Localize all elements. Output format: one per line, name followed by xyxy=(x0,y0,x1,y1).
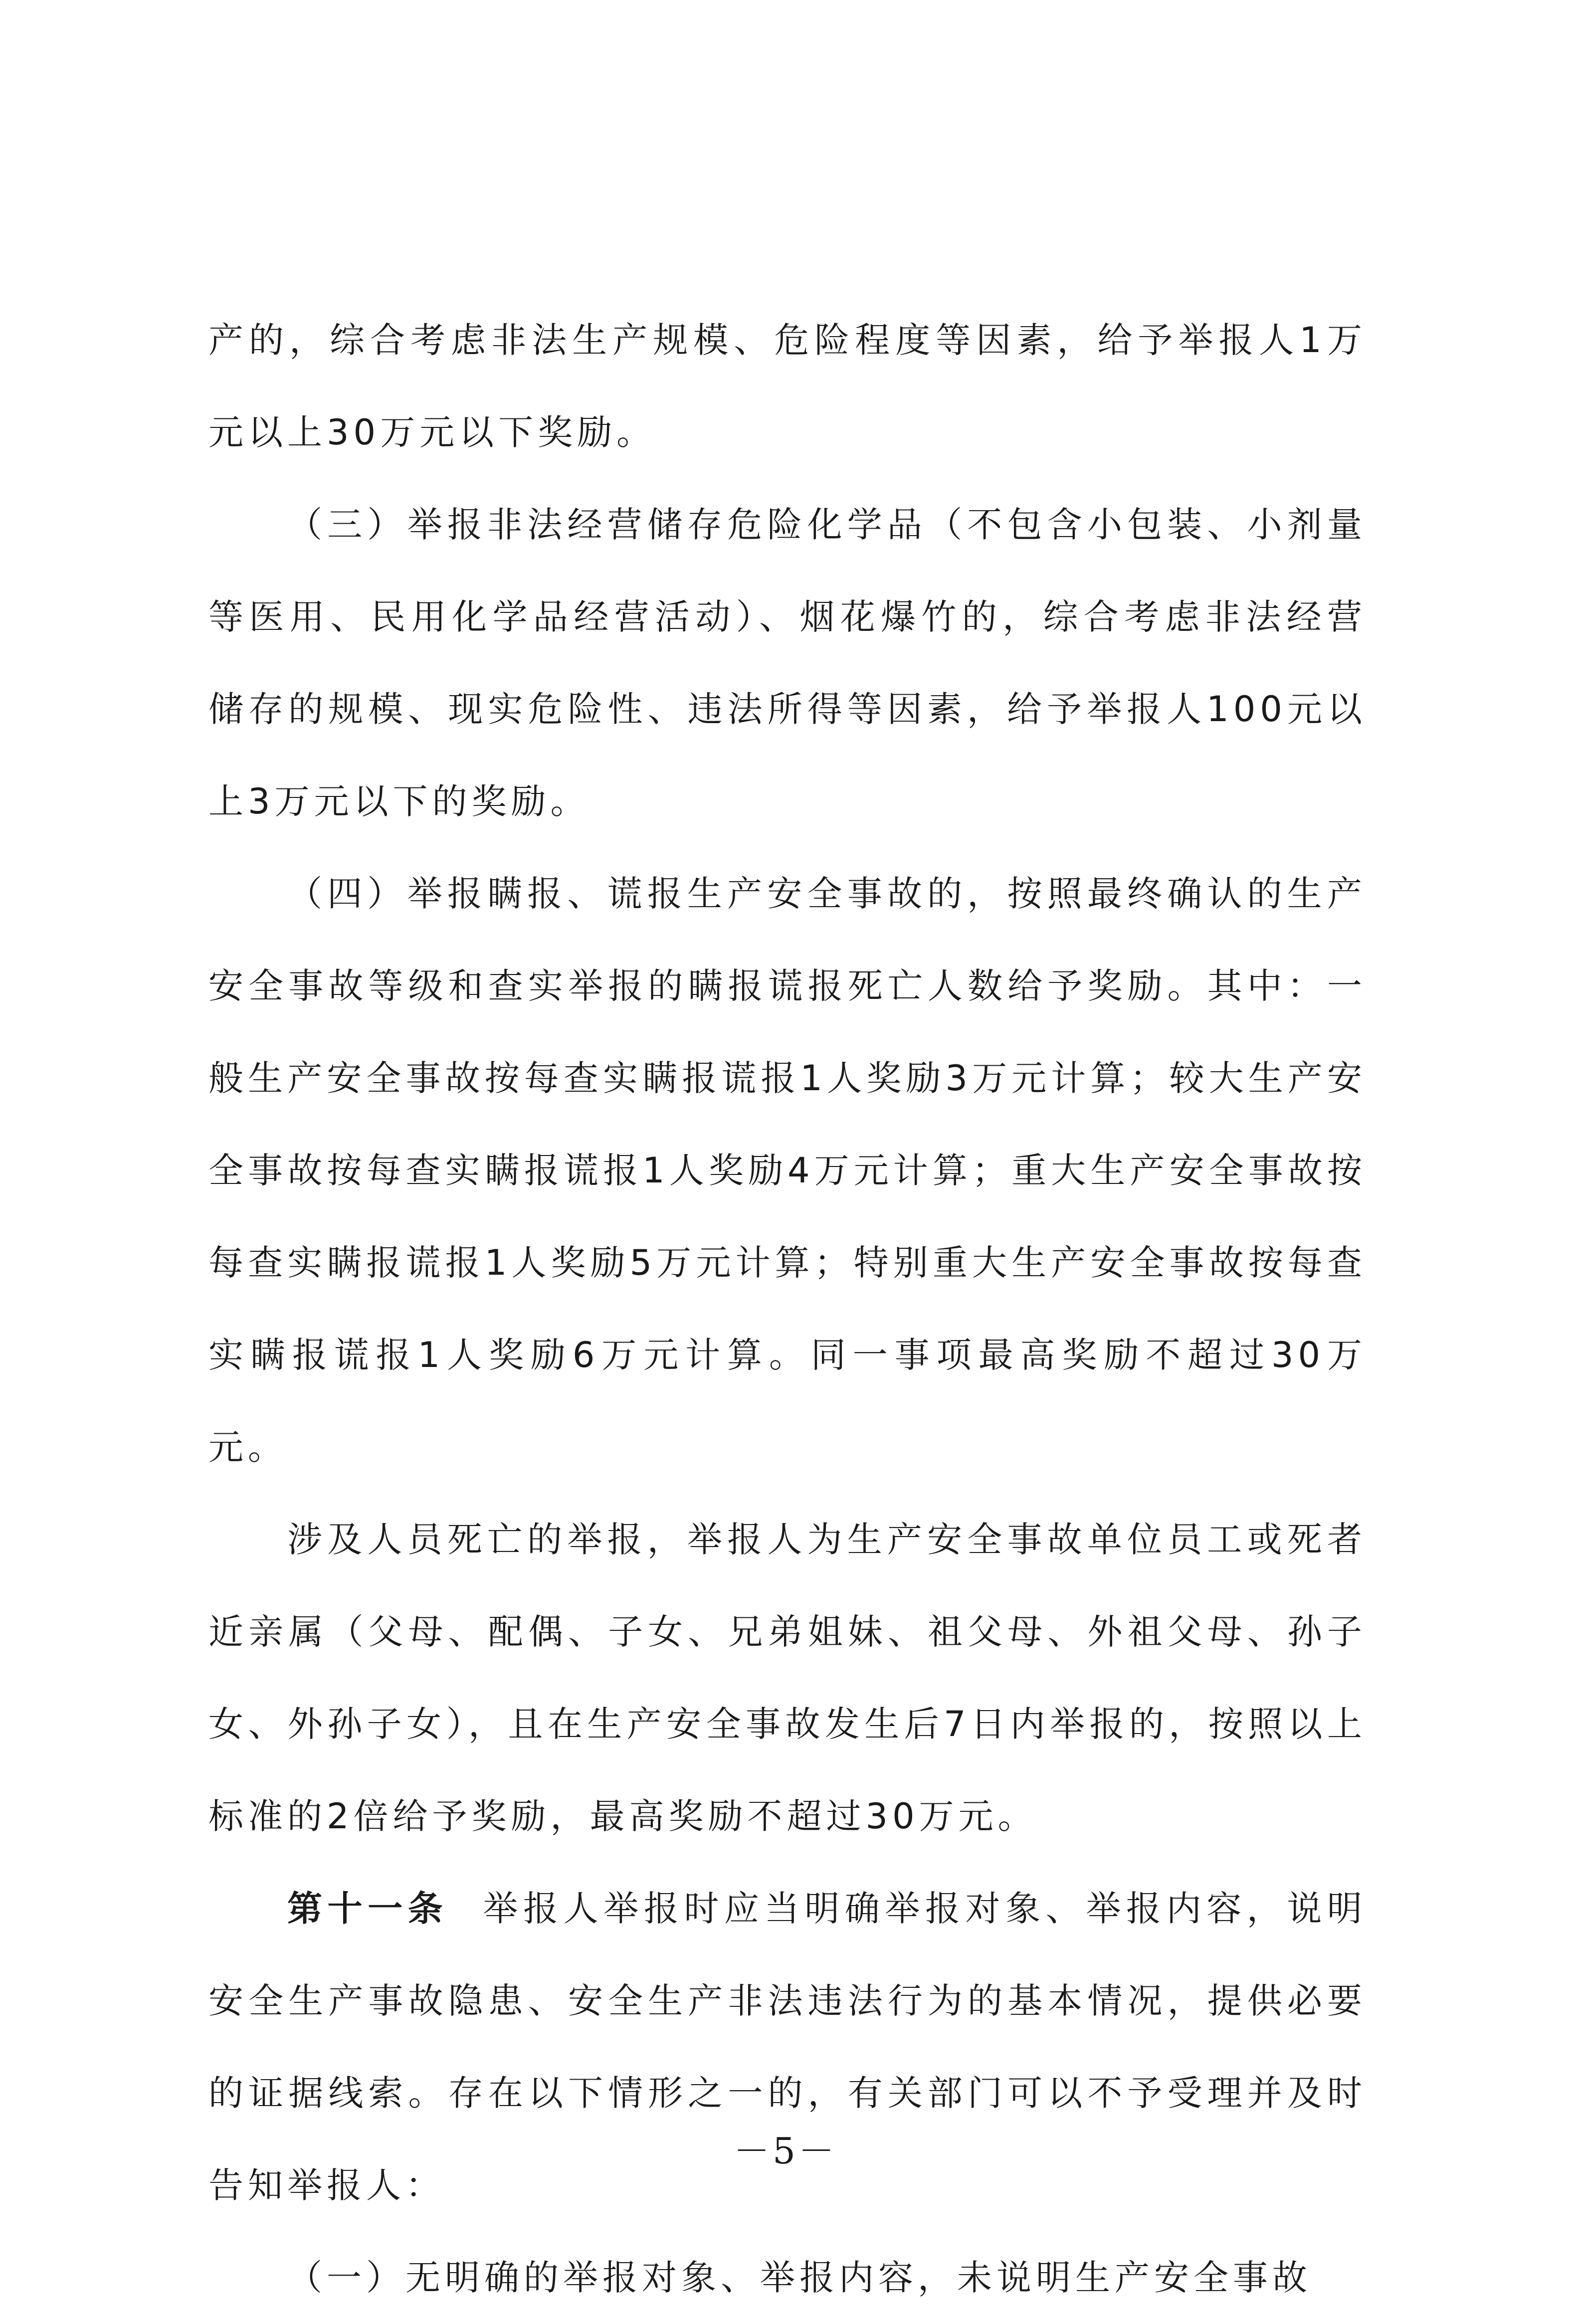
article-text: 举报人举报时应当明确举报对象、举报内容，说明安全生产事故隐患、安全生产非法违法行为的基本情况，提供必要的证据线索。存在以下情形之一的，有关部门可以不予受理并及时告知举报人： xyxy=(208,1888,1367,2206)
paragraph-item-three: （三）举报非法经营储存危险化学品（不包含小包装、小剂量等医用、民用化学品经营活动）、烟花爆竹的，综合考虑非法经营储存的规模、现实危险性、违法所得等因素，给予举报人100元以上3万元以下的奖励。 xyxy=(208,504,1367,822)
paragraph-death-report: 涉及人员死亡的举报，举报人为生产安全事故单位员工或死者近亲属（父母、配偶、子女、兄弟姐妹、祖父母、外祖父母、孙子女、外孙子女），且在生产安全事故发生后7日内举报的，按照以上标准的2倍给予奖励，最高奖励不超过30万元。 xyxy=(208,1519,1367,1837)
document-body xyxy=(208,294,1367,2324)
article-eleven xyxy=(208,1863,1367,2232)
article-label: 第十一条 xyxy=(287,1888,448,1929)
page-number: －5－ xyxy=(734,2130,837,2172)
paragraph-item-one: （一）无明确的举报对象、举报内容，未说明生产安全事故 xyxy=(287,2257,1312,2298)
paragraph-item-four: （四）举报瞒报、谎报生产安全事故的，按照最终确认的生产安全事故等级和查实举报的瞒报谎报死亡人数给予奖励。其中：一般生产安全事故按每查实瞒报谎报1人奖励3万元计算；较大生产安全事故按每查实瞒报谎报1人奖励4万元计算；重大生产安全事故按每查实瞒报谎报1人奖励5万元计算；特别重大生产安全事故按每查实瞒报谎报1人奖励6万元计算。同一事项最高奖励不超过30万元。 xyxy=(208,873,1367,1468)
paragraph-continuation: 产的，综合考虑非法生产规模、危险程度等因素，给予举报人1万元以上30万元以下奖励。 xyxy=(208,320,1367,453)
